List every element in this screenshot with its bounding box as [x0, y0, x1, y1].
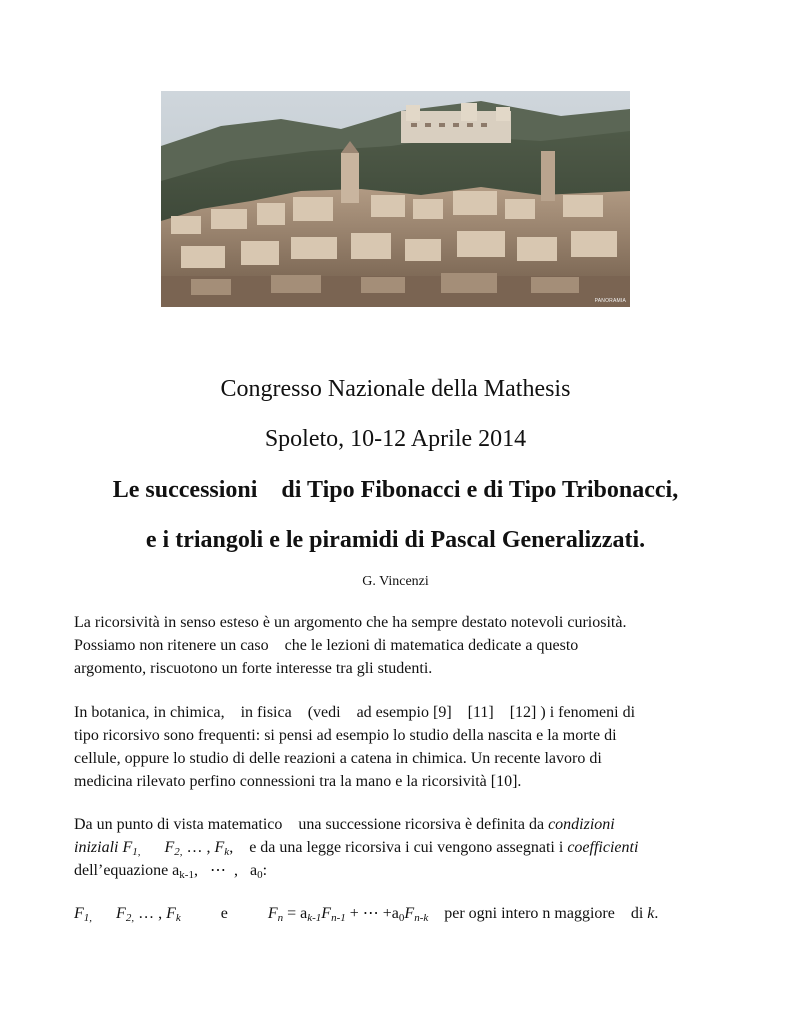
paragraph-2: [74, 701, 714, 793]
recurrence-formula: [74, 902, 714, 925]
paragraph-line: medicina rilevato perfino connessioni tra la mano e la ricorsività [10].: [74, 773, 522, 790]
paragraph-line: cellule, oppure lo studio di delle reazioni a catena in chimica. Un recente lavoro di: [74, 750, 602, 767]
formula-line: $F_{1,}$ $F_{2,}$ … , $F_k$ e $F_n = a_{k-1}F_{n-1}$ + ⋯ $+a_0F_{n-k}$ per ogni intero n maggiore di k.: [74, 905, 659, 924]
paragraph-1: [74, 611, 714, 680]
spoleto-photo: [161, 91, 630, 307]
author: G. Vincenzi: [362, 574, 429, 589]
place-date: Spoleto, 10-12 Aprile 2014: [264, 426, 527, 452]
paragraph-line: argomento, riscuotono un forte interesse tra gli studenti.: [74, 660, 433, 677]
paragraph-line: Da un punto di vista matematico una successione ricorsiva è definita da condizioni: [74, 816, 615, 833]
congress-title: Congresso Nazionale della Mathesis: [220, 376, 571, 402]
paper-title-line-1: Le successioni di Tipo Fibonacci e di Tipo Tribonacci,: [112, 477, 679, 503]
paragraph-line: tipo ricorsivo sono frequenti: si pensi ad esempio lo studio della nascita e la morte di: [74, 727, 617, 744]
photo-credit: PANORAMIA: [594, 298, 626, 304]
paragraph-line: La ricorsività in senso esteso è un argomento che ha sempre destato notevoli curiosità.: [74, 614, 627, 631]
paragraph-line: iniziali $F_{1,}$ $F_{2,}$ … , $F_k$, e da una legge ricorsiva i cui vengono assegnati i coefficienti: [74, 839, 639, 858]
paragraph-line: dell’equazione $a_{k-1}$, ⋯ , $a_0$:: [74, 862, 268, 881]
paragraph-3: [74, 813, 714, 882]
paper-title-line-2: e i triangoli e le piramidi di Pascal Generalizzati.: [145, 527, 646, 553]
paragraph-line: In botanica, in chimica, in fisica (vedi ad esempio [9] [11] [12] ) i fenomeni di: [74, 704, 636, 721]
paragraph-line: Possiamo non ritenere un caso che le lezioni di matematica dedicate a questo: [74, 637, 579, 654]
